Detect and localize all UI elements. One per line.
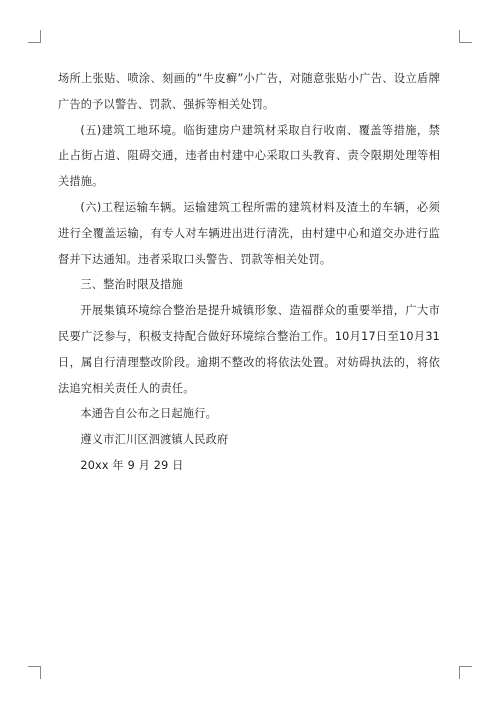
issuer-name: 遵义市汇川区泗渡镇人民政府 [80, 433, 229, 447]
paragraph-effective-date: 本通告自公布之日起施行。 [80, 407, 218, 421]
paragraph-rectification-period: 开展集镇环境综合整治是提升城镇形象、造福群众的重要举措，广大市民要广泛参与，积极支持配合做好环境综合整治工作。10月17日至10月31日，属自行清理整改阶段。逾期不整改的将依法处置。对妨碍执法的，将依法追究相关责任人的责任。 [58, 304, 440, 395]
paragraph-advertising-penalties: 场所上张贴、喷涂、刻画的“牛皮癣”小广告，对随意张贴小广告、设立盾牌广告的予以警告、罚款、强拆等相关处罚。 [58, 72, 440, 111]
issue-date: 20xx 年 9 月 29 日 [80, 458, 184, 472]
paragraph-construction-site: (五)建筑工地环境。临街建房户建筑材采取自行收南、覆盖等措施，禁止占街占道、阻碍交通，违者由村建中心采取口头教育、责令限期处理等相关措施。 [58, 123, 440, 189]
section-heading-deadline-measures: 三、整治时限及措施 [80, 278, 183, 292]
crop-mark-bottom-right [459, 666, 472, 679]
paragraph-transport-vehicles: (六)工程运输车辆。运输建筑工程所需的建筑材料及渣土的车辆，必须进行全覆盖运输，有专人对车辆进出进行清洗，由村建中心和道交办进行监督并下达通知。违者采取口头警告、罚款等相关处罚。 [58, 200, 440, 266]
crop-mark-top-right [459, 30, 472, 43]
crop-mark-bottom-left [28, 666, 41, 679]
crop-mark-top-left [28, 30, 41, 43]
document-body [58, 66, 440, 479]
